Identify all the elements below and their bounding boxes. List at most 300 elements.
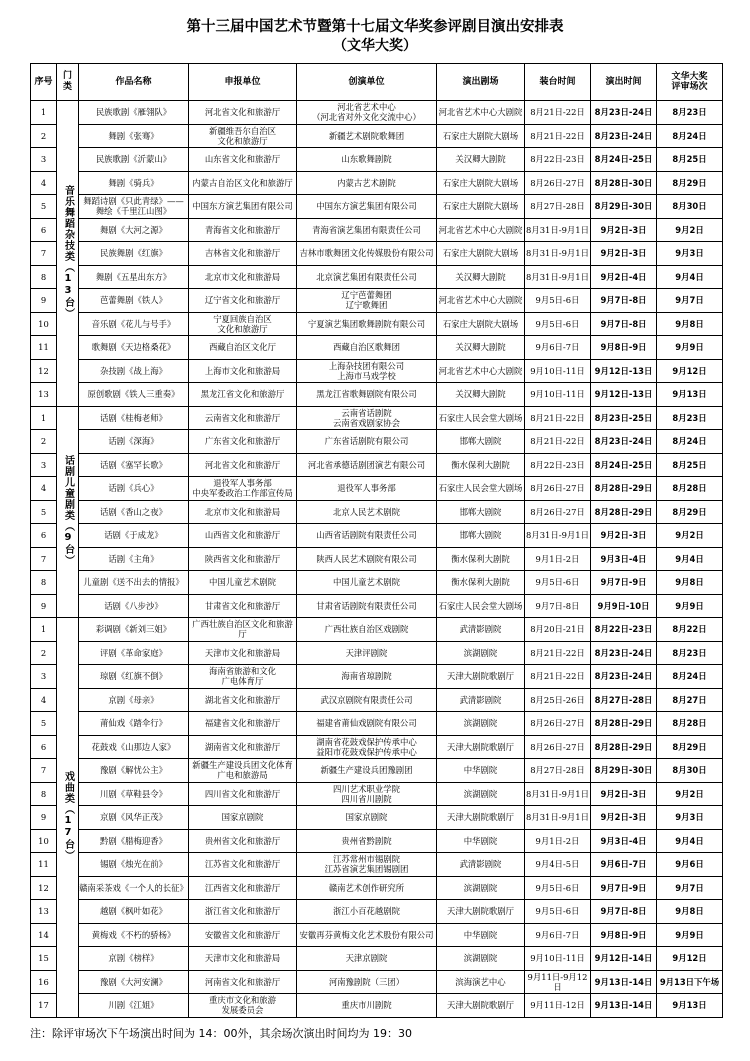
creator-unit: 新疆生产建设兵团豫剧团 [297,759,437,783]
show-time: 9月12日-14日 [591,947,657,971]
setup-time: 9月10日-11日 [525,947,591,971]
work-title: 民族歌剧《沂蒙山》 [79,148,189,172]
row-number: 15 [31,947,57,971]
applicant-unit: 湖北省文化和旅游厅 [189,688,297,712]
setup-time: 8月31日-9月1日 [525,242,591,266]
review-session: 8月29日 [657,500,723,524]
work-title: 儿童剧《送不出去的情报》 [79,571,189,595]
work-title: 话剧《于成龙》 [79,524,189,548]
setup-time: 9月4日-5日 [525,853,591,877]
theater: 关汉卿大剧院 [437,265,525,289]
applicant-unit: 江西省文化和旅游厅 [189,876,297,900]
row-number: 4 [31,688,57,712]
row-number: 1 [31,101,57,125]
creator-unit: 广东省话剧院有限公司 [297,430,437,454]
show-time: 9月7日-9日 [591,571,657,595]
table-row [31,383,723,407]
applicant-unit: 天津市文化和旅游局 [189,641,297,665]
applicant-unit: 宁夏回族自治区 文化和旅游厅 [189,312,297,336]
table-row [31,124,723,148]
show-time: 9月12日-13日 [591,383,657,407]
review-session: 9月8日 [657,312,723,336]
work-title: 琼剧《红旗不倒》 [79,665,189,689]
review-session: 9月13日 [657,994,723,1018]
setup-time: 8月21日-22日 [525,641,591,665]
review-session: 8月23日 [657,641,723,665]
applicant-unit: 吉林省文化和旅游厅 [189,242,297,266]
theater: 滨湖剧院 [437,876,525,900]
setup-time: 9月5日-6日 [525,876,591,900]
setup-time: 8月27日-28日 [525,759,591,783]
creator-unit: 福建省莆仙戏剧院有限公司 [297,712,437,736]
table-row [31,242,723,266]
setup-time: 8月25日-26日 [525,688,591,712]
show-time: 8月23日-24日 [591,641,657,665]
applicant-unit: 广西壮族自治区文化和旅游厅 [189,618,297,642]
review-session: 8月24日 [657,665,723,689]
row-number: 2 [31,641,57,665]
theater: 武清影剧院 [437,618,525,642]
review-session: 9月2日 [657,782,723,806]
review-session: 8月29日 [657,171,723,195]
applicant-unit: 山西省文化和旅游厅 [189,524,297,548]
applicant-unit: 中国东方演艺集团有限公司 [189,195,297,219]
review-session: 9月4日 [657,265,723,289]
review-session: 8月30日 [657,195,723,219]
theater: 天津大剧院歌剧厅 [437,665,525,689]
header-theater: 演出剧场 [437,64,525,101]
theater: 天津大剧院歌剧厅 [437,806,525,830]
creator-unit: 新疆艺术剧院歌舞团 [297,124,437,148]
applicant-unit: 天津市文化和旅游局 [189,947,297,971]
show-time: 9月9日-10日 [591,594,657,618]
theater: 邯郸大剧院 [437,430,525,454]
show-time: 8月29日-30日 [591,195,657,219]
applicant-unit: 青海省文化和旅游厅 [189,218,297,242]
theater: 关汉卿大剧院 [437,383,525,407]
table-row [31,547,723,571]
show-time: 9月13日-14日 [591,970,657,994]
creator-unit: 四川艺术职业学院 四川省川剧院 [297,782,437,806]
work-title: 芭蕾舞剧《铁人》 [79,289,189,313]
creator-unit: 广西壮族自治区戏剧院 [297,618,437,642]
document-subtitle: （文华大奖） [333,38,417,54]
show-time: 8月28日-29日 [591,735,657,759]
show-time: 9月7日-9日 [591,876,657,900]
footnote: 注：除评审场次下午场演出时间为 14：00外，其余场次演出时间均为 19：30 [30,1027,412,1040]
table-row [31,148,723,172]
table-row [31,265,723,289]
review-session: 9月2日 [657,524,723,548]
creator-unit: 山西省话剧院有限责任公司 [297,524,437,548]
theater: 河北省艺术中心大剧院 [437,359,525,383]
header-category [57,64,79,101]
applicant-unit: 上海市文化和旅游局 [189,359,297,383]
work-title: 话剧《主角》 [79,547,189,571]
theater: 河北省艺术中心大剧院 [437,218,525,242]
work-title: 舞剧《骑兵》 [79,171,189,195]
table-row [31,735,723,759]
setup-time: 9月5日-6日 [525,900,591,924]
table-row [31,618,723,642]
work-title: 话剧《香山之夜》 [79,500,189,524]
setup-time: 9月6日-7日 [525,923,591,947]
review-session: 9月9日 [657,923,723,947]
creator-unit: 北京演艺集团有限责任公司 [297,265,437,289]
table-row [31,101,723,125]
creator-unit: 黑龙江省歌舞剧院有限公司 [297,383,437,407]
setup-time: 9月5日-6日 [525,571,591,595]
setup-time: 8月31日-9月1日 [525,524,591,548]
setup-time: 8月21日-22日 [525,430,591,454]
setup-time: 8月21日-22日 [525,665,591,689]
row-number: 17 [31,994,57,1018]
theater: 石家庄人民会堂大剧场 [437,406,525,430]
row-number: 6 [31,524,57,548]
show-time: 9月7日-8日 [591,900,657,924]
creator-unit: 河北省承德话剧团演艺有限公司 [297,453,437,477]
setup-time: 8月31日-9月1日 [525,782,591,806]
show-time: 8月23日-24日 [591,665,657,689]
category-label: 戏曲类（17台） [62,771,74,862]
work-title: 话剧《兵心》 [79,477,189,501]
header-category-label: 门类 [63,71,73,92]
show-time: 8月24日-25日 [591,148,657,172]
setup-time: 8月21日-22日 [525,101,591,125]
row-number: 10 [31,829,57,853]
applicant-unit: 山东省文化和旅游厅 [189,148,297,172]
table-row [31,853,723,877]
row-number: 13 [31,900,57,924]
table-row [31,923,723,947]
table-row [31,289,723,313]
setup-time: 9月7日-8日 [525,594,591,618]
work-title: 话剧《桂梅老师》 [79,406,189,430]
show-time: 8月28日-30日 [591,171,657,195]
review-session: 9月12日 [657,947,723,971]
applicant-unit: 北京市文化和旅游局 [189,265,297,289]
review-session: 9月9日 [657,336,723,360]
applicant-unit: 黑龙江省文化和旅游厅 [189,383,297,407]
review-session: 9月7日 [657,289,723,313]
table-row [31,336,723,360]
show-time: 9月2日-3日 [591,524,657,548]
table-row [31,876,723,900]
show-time: 8月27日-28日 [591,688,657,712]
table-row [31,406,723,430]
creator-unit: 退役军人事务部 [297,477,437,501]
setup-time: 8月31日-9月1日 [525,806,591,830]
review-session: 9月3日 [657,806,723,830]
work-title: 京剧《榜样》 [79,947,189,971]
table-row [31,947,723,971]
table-row [31,571,723,595]
theater: 滨湖剧院 [437,641,525,665]
work-title: 民族歌剧《雁翎队》 [79,101,189,125]
review-session: 9月3日 [657,242,723,266]
setup-time: 9月5日-6日 [525,312,591,336]
theater: 邯郸大剧院 [437,524,525,548]
applicant-unit: 辽宁省文化和旅游厅 [189,289,297,313]
review-session: 8月25日 [657,453,723,477]
applicant-unit: 云南省文化和旅游厅 [189,406,297,430]
row-number: 6 [31,218,57,242]
table-row [31,312,723,336]
setup-time: 8月26日-27日 [525,500,591,524]
header-review-session: 文华大奖 评审场次 [657,64,723,101]
work-title: 锡剧《烛光在前》 [79,853,189,877]
theater: 滨湖剧院 [437,782,525,806]
review-session: 9月7日 [657,876,723,900]
setup-time: 8月26日-27日 [525,712,591,736]
theater: 衡水保利大剧院 [437,571,525,595]
show-time: 8月28日-29日 [591,500,657,524]
review-session: 9月9日 [657,594,723,618]
applicant-unit: 广东省文化和旅游厅 [189,430,297,454]
row-number: 3 [31,453,57,477]
show-time: 9月2日-3日 [591,806,657,830]
table-row [31,641,723,665]
theater: 石家庄人民会堂大剧场 [437,594,525,618]
theater: 中华剧院 [437,829,525,853]
creator-unit: 山东歌舞剧院 [297,148,437,172]
show-time: 9月3日-4日 [591,547,657,571]
applicant-unit: 四川省文化和旅游厅 [189,782,297,806]
review-session: 9月13日 [657,383,723,407]
setup-time: 8月26日-27日 [525,735,591,759]
applicant-unit: 重庆市文化和旅游 发展委员会 [189,994,297,1018]
theater: 滨湖剧院 [437,947,525,971]
show-time: 8月23日-24日 [591,430,657,454]
work-title: 豫剧《解忧公主》 [79,759,189,783]
category-label: 话剧儿童剧类（9台） [62,455,74,567]
theater: 武清影剧院 [437,688,525,712]
theater: 石家庄大剧院大剧场 [437,171,525,195]
show-time: 8月28日-29日 [591,477,657,501]
creator-unit: 陕西人民艺术剧院有限公司 [297,547,437,571]
show-time: 8月29日-30日 [591,759,657,783]
header-show-time: 演出时间 [591,64,657,101]
row-number: 8 [31,782,57,806]
creator-unit: 江苏常州市锡剧院 江苏省演艺集团锡剧团 [297,853,437,877]
work-title: 京剧《母亲》 [79,688,189,712]
creator-unit: 贵州省黔剧院 [297,829,437,853]
work-title: 黔剧《腊梅迎香》 [79,829,189,853]
review-session: 8月22日 [657,618,723,642]
creator-unit: 海南省琼剧院 [297,665,437,689]
table-row [31,524,723,548]
table-row [31,171,723,195]
row-number: 2 [31,430,57,454]
theater: 中华剧院 [437,923,525,947]
creator-unit: 内蒙古艺术剧院 [297,171,437,195]
theater: 关汉卿大剧院 [437,336,525,360]
setup-time: 9月10日-11日 [525,383,591,407]
table-row [31,453,723,477]
creator-unit: 天津京剧院 [297,947,437,971]
work-title: 花鼓戏《山那边人家》 [79,735,189,759]
row-number: 8 [31,265,57,289]
row-number: 1 [31,406,57,430]
table-row [31,970,723,994]
creator-unit: 中国东方演艺集团有限公司 [297,195,437,219]
review-session: 9月8日 [657,900,723,924]
work-title: 原创歌剧《铁人三重奏》 [79,383,189,407]
show-time: 9月2日-3日 [591,242,657,266]
work-title: 豫剧《大河安澜》 [79,970,189,994]
table-row [31,500,723,524]
table-row [31,359,723,383]
theater: 邯郸大剧院 [437,500,525,524]
header-creator: 创演单位 [297,64,437,101]
row-number: 5 [31,712,57,736]
review-session: 8月25日 [657,148,723,172]
table-row [31,829,723,853]
row-number: 8 [31,571,57,595]
show-time: 8月23日-24日 [591,101,657,125]
work-title: 话剧《八步沙》 [79,594,189,618]
show-time: 9月13日-14日 [591,994,657,1018]
document-title: 第十三届中国艺术节暨第十七届文华奖参评剧目演出安排表 [186,19,564,35]
row-number: 13 [31,383,57,407]
category-cell [57,618,79,1018]
show-time: 8月24日-25日 [591,453,657,477]
table-row [31,712,723,736]
setup-time: 8月26日-27日 [525,477,591,501]
review-session: 9月6日 [657,853,723,877]
applicant-unit: 新疆维吾尔自治区 文化和旅游厅 [189,124,297,148]
creator-unit: 青海省演艺集团有限责任公司 [297,218,437,242]
row-number: 7 [31,759,57,783]
creator-unit: 北京人民艺术剧院 [297,500,437,524]
applicant-unit: 国家京剧院 [189,806,297,830]
table-row [31,665,723,689]
row-number: 10 [31,312,57,336]
setup-time: 8月20日-21日 [525,618,591,642]
row-number: 9 [31,806,57,830]
show-time: 8月23日-24日 [591,124,657,148]
header-setup-time: 装台时间 [525,64,591,101]
work-title: 民族舞剧《红旗》 [79,242,189,266]
row-number: 12 [31,876,57,900]
show-time: 9月2日-3日 [591,782,657,806]
applicant-unit: 北京市文化和旅游局 [189,500,297,524]
review-session: 8月29日 [657,735,723,759]
applicant-unit: 贵州省文化和旅游厅 [189,829,297,853]
header-applicant: 申报单位 [189,64,297,101]
applicant-unit: 安徽省文化和旅游厅 [189,923,297,947]
applicant-unit: 河北省文化和旅游厅 [189,453,297,477]
creator-unit: 浙江小百花越剧院 [297,900,437,924]
setup-time: 9月6日-7日 [525,336,591,360]
table-row [31,900,723,924]
setup-time: 8月27日-28日 [525,195,591,219]
header-work: 作品名称 [79,64,189,101]
review-session: 9月4日 [657,829,723,853]
review-session: 9月8日 [657,571,723,595]
review-session: 8月24日 [657,430,723,454]
schedule-table [30,63,723,1018]
theater: 石家庄大剧院大剧场 [437,312,525,336]
theater: 河北省艺术中心大剧院 [437,101,525,125]
row-number: 4 [31,171,57,195]
show-time: 8月22日-23日 [591,618,657,642]
creator-unit: 湖南省花鼓戏保护传承中心 益阳市花鼓戏保护传承中心 [297,735,437,759]
theater: 衡水保利大剧院 [437,547,525,571]
work-title: 越剧《枫叶如花》 [79,900,189,924]
applicant-unit: 新疆生产建设兵团文化体育 广电和旅游局 [189,759,297,783]
row-number: 6 [31,735,57,759]
work-title: 舞剧《大河之源》 [79,218,189,242]
setup-time: 9月10日-11日 [525,359,591,383]
applicant-unit: 河北省文化和旅游厅 [189,101,297,125]
applicant-unit: 湖南省文化和旅游厅 [189,735,297,759]
work-title: 评剧《革命家庭》 [79,641,189,665]
creator-unit: 吉林市歌舞团文化传媒股份有限公司 [297,242,437,266]
table-header [31,64,723,101]
applicant-unit: 退役军人事务部 中央军委政治工作部宣传局 [189,477,297,501]
work-title: 歌舞剧《天边格桑花》 [79,336,189,360]
row-number: 7 [31,547,57,571]
row-number: 14 [31,923,57,947]
theater: 石家庄人民会堂大剧场 [437,477,525,501]
setup-time: 9月11日-12日 [525,994,591,1018]
setup-time: 8月26日-27日 [525,171,591,195]
review-session: 8月28日 [657,477,723,501]
work-title: 黄梅戏《不朽的骄杨》 [79,923,189,947]
show-time: 9月12日-13日 [591,359,657,383]
creator-unit: 上海杂技团有限公司 上海市马戏学校 [297,359,437,383]
setup-time: 9月1日-2日 [525,547,591,571]
theater: 石家庄大剧院大剧场 [437,195,525,219]
review-session: 9月13日下午场 [657,970,723,994]
work-title: 舞剧《张骞》 [79,124,189,148]
theater: 天津大剧院歌剧厅 [437,900,525,924]
creator-unit: 武汉京剧院有限责任公司 [297,688,437,712]
work-title: 川剧《草鞋县令》 [79,782,189,806]
applicant-unit: 海南省旅游和文化 广电体育厅 [189,665,297,689]
applicant-unit: 福建省文化和旅游厅 [189,712,297,736]
creator-unit: 河北省艺术中心 （河北省对外文化交流中心） [297,101,437,125]
review-session: 9月12日 [657,359,723,383]
theater: 石家庄大剧院大剧场 [437,124,525,148]
table-row [31,759,723,783]
table-row [31,994,723,1018]
setup-time: 9月5日-6日 [525,289,591,313]
setup-time: 8月22日-23日 [525,453,591,477]
applicant-unit: 西藏自治区文化厅 [189,336,297,360]
applicant-unit: 甘肃省文化和旅游厅 [189,594,297,618]
table-row [31,782,723,806]
creator-unit: 重庆市川剧院 [297,994,437,1018]
table-row [31,688,723,712]
show-time: 9月3日-4日 [591,829,657,853]
work-title: 话剧《深海》 [79,430,189,454]
show-time: 9月7日-8日 [591,289,657,313]
work-title: 京剧《风华正茂》 [79,806,189,830]
row-number: 11 [31,853,57,877]
setup-time: 8月31日-9月1日 [525,265,591,289]
table-row [31,594,723,618]
applicant-unit: 陕西省文化和旅游厅 [189,547,297,571]
table-row [31,806,723,830]
setup-time: 9月11日-9月12日 [525,970,591,994]
show-time: 9月6日-7日 [591,853,657,877]
creator-unit: 甘肃省话剧院有限责任公司 [297,594,437,618]
row-number: 12 [31,359,57,383]
creator-unit: 西藏自治区歌舞团 [297,336,437,360]
theater: 河北省艺术中心大剧院 [437,289,525,313]
